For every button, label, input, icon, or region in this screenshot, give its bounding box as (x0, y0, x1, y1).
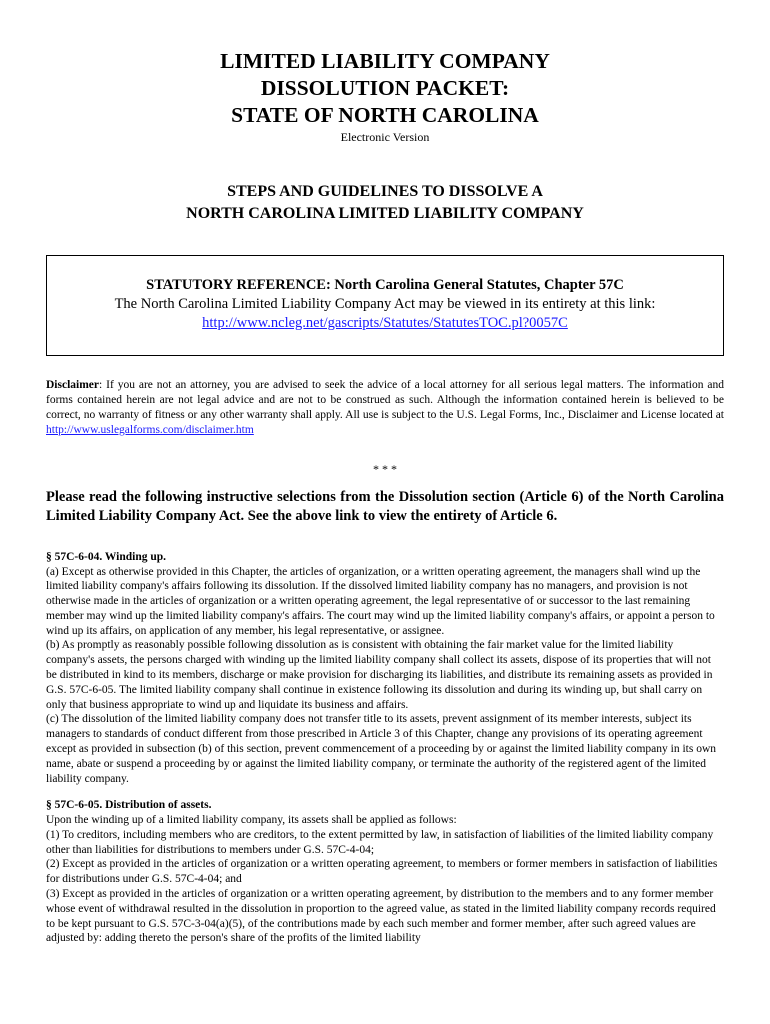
instruction-paragraph: Please read the following instructive selections from the Dissolution section (Article 6) of the North Carolina Limited Liability Company Act. See the above link to view the entirety of Article 6. (46, 489, 724, 524)
statutory-description: The North Carolina Limited Liability Company Act may be viewed in its entirety at this link: (114, 296, 656, 312)
winding-up-para-a: (a) Except as otherwise provided in this Chapter, the articles of organization, or a written operating agreement, the managers shall wind up the limited liability company's affairs following its dissolution. If the dissolved limited liability company has no managers, and provision is not otherwise made in the articles of organization or a written operating agreement, the legal representative of or successor to the last remaining member may wind up the limited liability company's affairs. The court may wind up the limited liability company's affairs, or appoint a person to wind up its affairs, on application of any member, his legal representative, or assignee. (46, 565, 715, 637)
document-header (46, 0, 724, 144)
title-line-1: LIMITED LIABILITY COMPANY (220, 49, 550, 73)
title-line-2: DISSOLUTION PACKET: (260, 76, 510, 100)
winding-up-para-c: (c) The dissolution of the limited liability company does not transfer title to its assets, prevent assignment of its member interests, subject its managers to standards of conduct different from those prescribed in Article 3 of this Chapter, change any provisions of its operating agreement except as provided in subsection (b) of this section, prevent commencement of a proceeding by or against the limited liability company in its own name, abate or suspend a proceeding by or against the limited liability company, or terminate the authority of the registered agent of the limited liability company. (46, 713, 717, 785)
version-label: Electronic Version (340, 130, 430, 144)
distribution-item-3: (3) Except as provided in the articles of organization or a written operating agreement, by distribution to the members and to any former member whose event of withdrawal resulted in the dissolution in proportion to the agreed value, as stated in the limited liability company records required to be kept pursuant to G.S. 57C-3-04(a)(5), of the contributions made by each such member and former member, after such agreed values are adjusted by: adding thereto the person's share of the profits of the limited liability (46, 887, 716, 945)
disclaimer-text: : If you are not an attorney, you are advised to seek the advice of a local attorney for all serious legal matters. The information and forms contained herein are not legal advice and are not to be construed as such. Although the information contained herein is believed to be correct, no warranty of fitness or any other warranty shall apply. All use is subject to the U.S. Legal Forms, Inc., Disclaimer and License located at (46, 379, 724, 421)
statutes-link[interactable]: http://www.ncleg.net/gascripts/Statutes/StatutesTOC.pl?0057C (202, 315, 568, 331)
section-heading-winding-up: § 57C-6-04. Winding up. (46, 551, 167, 563)
distribution-item-1: (1) To creditors, including members who are creditors, to the extent permitted by law, in satisfaction of liabilities of the limited liability company other than liabilities for distributions to members under G.S. 57C-4-04; (46, 828, 714, 856)
section-heading-distribution: § 57C-6-05. Distribution of assets. (46, 799, 212, 812)
steps-heading (46, 181, 724, 225)
winding-up-para-b: (b) As promptly as reasonably possible following dissolution as is consistent with obtaining the fair market value for the limited liability company's assets, the persons charged with winding up the limited liability company shall collect its assets, dispose of its properties that will not be distributed in kind to its members, discharge or make provision for discharging its liabilities, and distribute its remaining assets as provided in G.S. 57C-6-05. The limited liability company shall continue in existence following its dissolution and during its winding up, but shall carry on only that business appropriate to wind up and liquidate its business and affairs. (46, 639, 713, 711)
section-separator: * * * (373, 462, 397, 476)
steps-line-1: STEPS AND GUIDELINES TO DISSOLVE A (227, 183, 543, 200)
distribution-intro: Upon the winding up of a limited liability company, its assets shall be applied as follows: (46, 813, 457, 826)
steps-line-2: NORTH CAROLINA LIMITED LIABILITY COMPANY (186, 205, 584, 222)
disclaimer-link[interactable]: http://www.uslegalforms.com/disclaimer.htm (46, 424, 254, 436)
statutory-reference-box (46, 255, 724, 356)
statutory-reference: STATUTORY REFERENCE: North Carolina General Statutes, Chapter 57C (146, 277, 624, 293)
distribution-item-2: (2) Except as provided in the articles of organization or a written operating agreement, to members or former members in satisfaction of liabilities for distributions under G.S. 57C-4-04; and (46, 858, 718, 886)
disclaimer-label: Disclaimer (46, 379, 100, 391)
disclaimer-paragraph (46, 378, 724, 438)
title-line-3: STATE OF NORTH CAROLINA (231, 103, 539, 127)
